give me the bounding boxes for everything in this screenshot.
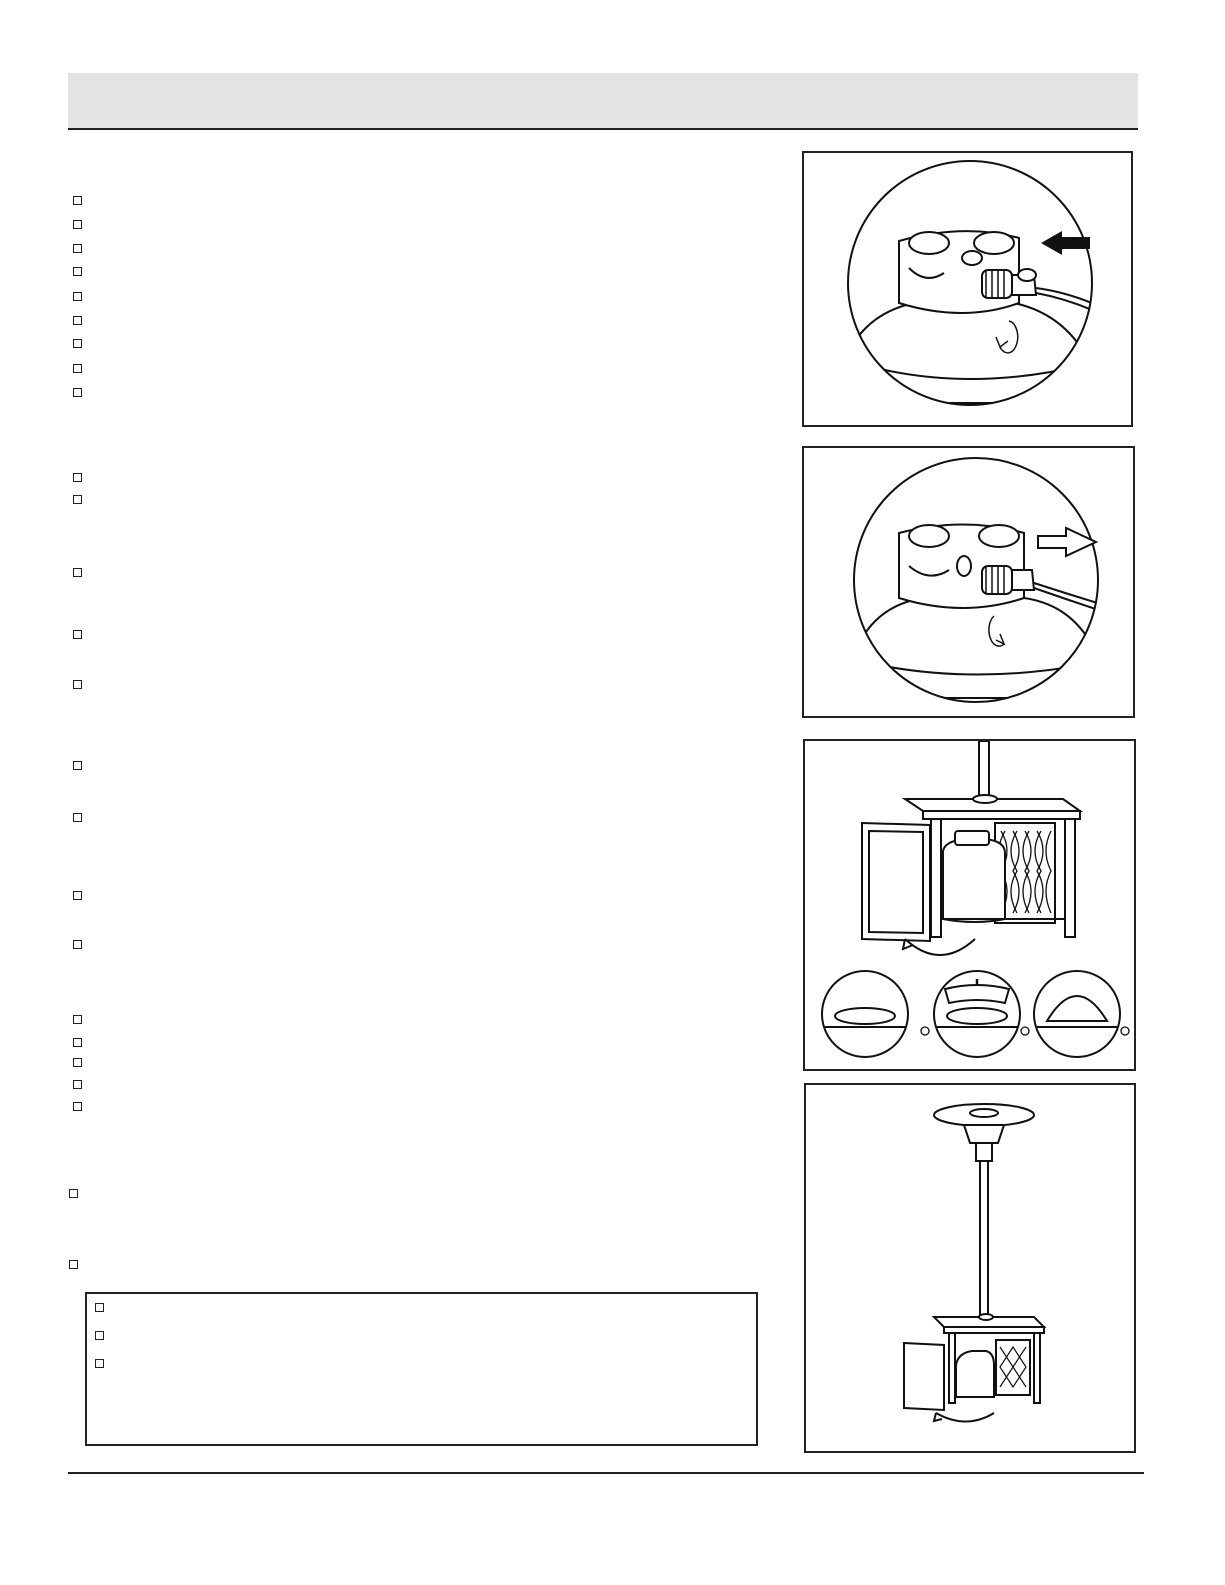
checkbox-icon bbox=[73, 891, 82, 900]
checkbox-icon bbox=[73, 568, 82, 577]
checkbox-icon bbox=[73, 244, 82, 253]
checkbox-icon bbox=[69, 1260, 78, 1269]
checkbox-icon bbox=[73, 316, 82, 325]
checkbox-icon bbox=[73, 761, 82, 770]
checkbox-icon bbox=[73, 339, 82, 348]
checkbox-icon bbox=[73, 680, 82, 689]
checkbox-icon bbox=[73, 630, 82, 639]
checkbox-icon bbox=[73, 1102, 82, 1111]
checkbox-icon bbox=[73, 388, 82, 397]
checkbox-icon bbox=[73, 1058, 82, 1067]
figure-place-tank-in-base bbox=[803, 739, 1136, 1071]
figure-assembled-heater bbox=[804, 1083, 1136, 1453]
notice-box bbox=[85, 1292, 758, 1446]
checkbox-icon bbox=[73, 1038, 82, 1047]
checkbox-icon bbox=[73, 364, 82, 373]
checkbox-icon bbox=[73, 196, 82, 205]
checkbox-icon bbox=[73, 940, 82, 949]
checkbox-icon bbox=[73, 267, 82, 276]
header-band bbox=[68, 73, 1138, 130]
figure-disconnect-regulator bbox=[802, 446, 1135, 718]
checkbox-icon bbox=[73, 220, 82, 229]
checkbox-icon bbox=[73, 813, 82, 822]
checkbox-icon bbox=[73, 473, 82, 482]
checkbox-icon bbox=[73, 1080, 82, 1089]
checkbox-icon bbox=[73, 495, 82, 504]
figure-connect-regulator bbox=[802, 151, 1133, 427]
checkbox-icon bbox=[69, 1189, 78, 1198]
checkbox-icon bbox=[73, 292, 82, 301]
footer-rule bbox=[68, 1472, 1144, 1474]
checkbox-icon bbox=[73, 1015, 82, 1024]
